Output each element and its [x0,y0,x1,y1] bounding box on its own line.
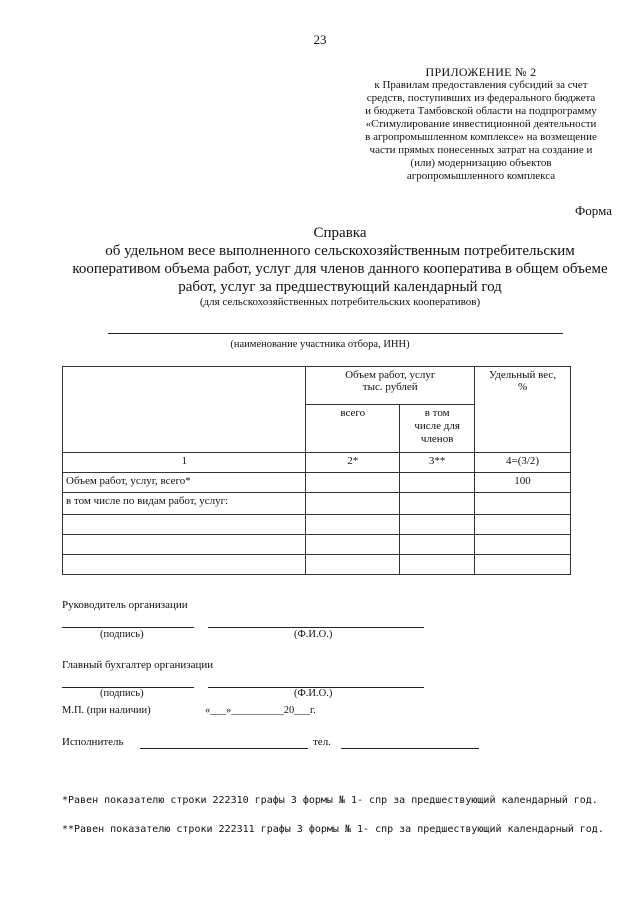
header-share: Удельный вес, % [475,367,571,453]
head-label: Руководитель организации [62,599,188,611]
table-cell[interactable] [306,555,400,575]
head-signature-line[interactable] [62,627,194,628]
title-heading: Справка [313,225,367,241]
table-cell[interactable] [475,535,571,555]
title-line: работ, услуг за предшествующий календарный год [178,279,502,295]
table-cell[interactable] [306,515,400,535]
table-cell[interactable] [475,555,571,575]
row-total-label: Объем работ, услуг, всего* [63,473,306,493]
title-line: кооперативом объема работ, услуг для членов данного кооператива в общем объеме [72,261,608,277]
document-title [40,224,640,309]
phone-label: тел. [313,736,331,748]
participant-name-line[interactable] [108,333,563,334]
date-field[interactable]: «___»__________20___г. [205,705,316,716]
executor-line[interactable] [140,748,308,749]
table-cell[interactable] [63,535,306,555]
column-number: 1 [63,453,306,473]
table-cell[interactable] [400,535,475,555]
appendix-block [342,66,620,183]
column-number: 3** [400,453,475,473]
table-cell[interactable] [475,515,571,535]
participant-caption: (наименование участника отбора, ИНН) [230,339,410,350]
footnote: *Равен показателю строки 222310 графы 3 формы № 1- спр за предшествующий календарный год. [62,795,598,806]
signature-caption: (подпись) [100,688,144,699]
volume-table [62,366,571,575]
signature-caption: (подпись) [100,629,144,640]
column-number: 2* [306,453,400,473]
header-members: в том числе для членов [400,405,475,453]
appendix-title: ПРИЛОЖЕНИЕ № 2 [425,65,537,79]
table-corner-cell [63,367,306,453]
table-cell[interactable] [306,493,400,515]
name-caption: (Ф.И.О.) [294,629,333,640]
page-number: 23 [313,32,327,47]
appendix-line: агропромышленного комплекса [406,170,556,182]
head-name-line[interactable] [208,627,424,628]
table-cell[interactable] [63,555,306,575]
header-total: всего [306,405,400,453]
table-cell[interactable] [475,493,571,515]
table-cell[interactable] [400,493,475,515]
title-subtitle: (для сельскохозяйственных потребительских кооперативов) [199,296,481,308]
accountant-label: Главный бухгалтер организации [62,659,214,671]
footnote: **Равен показателю строки 222311 графы 3 формы № 1- спр за предшествующий календарный год. [62,824,604,835]
table-cell[interactable] [400,515,475,535]
table-cell[interactable] [63,515,306,535]
table-cell[interactable] [306,535,400,555]
phone-line[interactable] [341,748,479,749]
appendix-line: в агропромышленном комплексе» на возмещение [365,131,597,143]
appendix-line: и бюджета Тамбовской области на подпрограмму [365,105,597,117]
name-caption: (Ф.И.О.) [294,688,333,699]
form-label: Форма [575,203,612,218]
seal-label: М.П. (при наличии) [62,705,151,716]
appendix-line: средств, поступивших из федерального бюджета [366,92,596,104]
appendix-line: к Правилам предоставления субсидий за счет [374,79,588,91]
row-total-share: 100 [475,473,571,493]
table-cell[interactable] [306,473,400,493]
table-cell[interactable] [400,473,475,493]
executor-label: Исполнитель [62,736,124,748]
appendix-line: части прямых понесенных затрат на создание и [369,144,593,156]
header-volume: Объем работ, услуг тыс. рублей [306,367,475,405]
column-number: 4=(3/2) [475,453,571,473]
appendix-line: «Стимулирование инвестиционной деятельности [365,118,597,130]
table-cell[interactable] [400,555,475,575]
appendix-line: (или) модернизацию объектов [410,157,552,169]
title-line: об удельном весе выполненного сельскохозяйственным потребительским [105,243,575,259]
row-types-label: в том числе по видам работ, услуг: [63,493,306,515]
